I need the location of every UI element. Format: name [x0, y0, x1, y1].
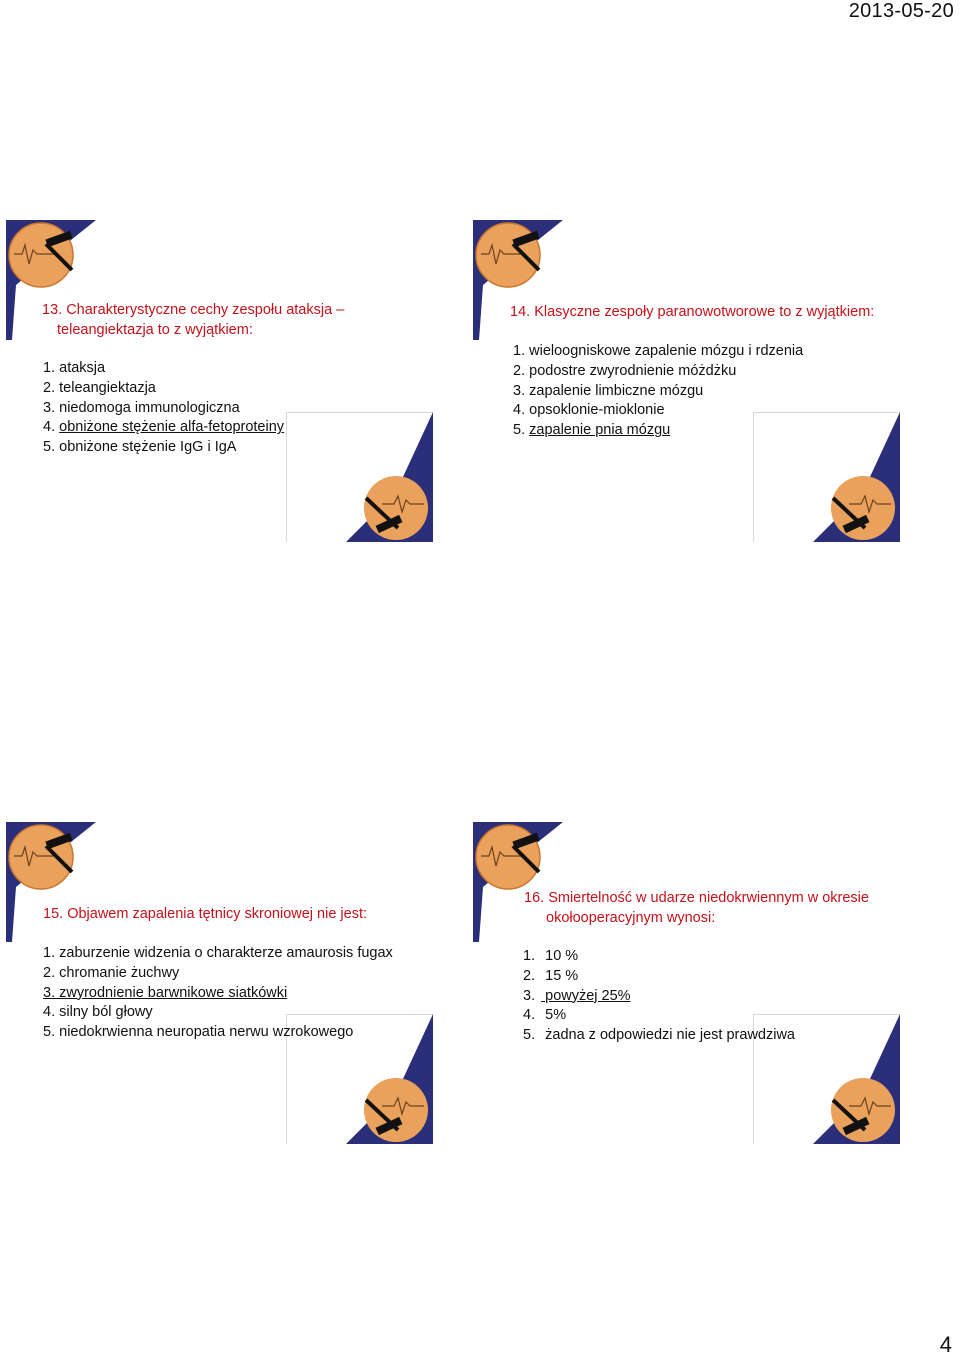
logo-ecg-pen-icon — [6, 822, 96, 942]
question-number: 14. — [510, 304, 531, 320]
answer-option: 5. obniżone stężenie IgG i IgA — [43, 439, 237, 456]
answer-option: 5. niedokrwienna neuropatia nerwu wzrokowego — [43, 1024, 354, 1041]
answer-option: 1. ataksja — [43, 360, 106, 376]
answer-option: 3. niedomoga immunologiczna — [43, 399, 240, 416]
question-title-line-1: Smiertelność w udarze niedokrwiennym w okresie — [548, 890, 869, 906]
answer-option: 1. zaburzenie widzenia o charakterze amaurosis fugax — [43, 945, 393, 961]
question-title-line-1: Objawem zapalenia tętnicy skroniowej nie jest: — [67, 906, 368, 922]
page-number: 4 — [939, 1332, 952, 1357]
slide-16 — [473, 822, 900, 1144]
answer-option-marked: 5. zapalenie pnia mózgu — [513, 422, 671, 439]
page-date: 2013-05-20 — [848, 0, 954, 22]
question-title — [43, 904, 367, 924]
answer-option: 5. żadna z odpowiedzi nie jest prawdziwa — [523, 1027, 795, 1044]
question-number: 13. — [42, 302, 63, 318]
question-number: 15. — [43, 906, 64, 922]
answer-list — [523, 947, 795, 1046]
logo-ecg-pen-corner-icon — [286, 412, 433, 542]
answer-list — [43, 944, 393, 1043]
slide-14 — [473, 220, 900, 542]
question-title-line-1: Klasyczne zespoły paranowotworowe to z wyjątkiem: — [534, 304, 875, 320]
question-title — [510, 302, 874, 322]
answer-option: 3. zapalenie limbiczne mózgu — [513, 382, 704, 399]
answer-option: 2. 15 % — [523, 967, 579, 984]
answer-option-marked: 3. zwyrodnienie barwnikowe siatkówki — [43, 984, 288, 1001]
answer-option: 4. opsoklonie-mioklonie — [513, 402, 665, 419]
question-title-line-1: Charakterystyczne cechy zespołu ataksja – — [66, 302, 345, 318]
slide-13 — [6, 220, 433, 542]
answer-option: 2. teleangiektazja — [43, 379, 156, 396]
question-title-line-2: teleangiektazja to z wyjątkiem: — [57, 322, 253, 338]
answer-option: 1. 10 % — [523, 948, 579, 964]
answer-option: 1. wieloogniskowe zapalenie mózgu i rdzenia — [513, 343, 804, 359]
answer-option-marked: 4. obniżone stężenie alfa-fetoproteiny — [43, 419, 285, 436]
answer-list — [43, 359, 284, 458]
question-number: 16. — [524, 890, 545, 906]
answer-option: 4. silny ból głowy — [43, 1004, 153, 1021]
question-title — [524, 888, 869, 928]
answer-option: 2. chromanie żuchwy — [43, 964, 180, 981]
answer-option: 4. 5% — [523, 1007, 567, 1024]
question-title — [42, 300, 344, 340]
logo-ecg-pen-icon — [473, 220, 563, 340]
answer-option-marked: 3. powyżej 25% — [523, 987, 631, 1004]
answer-list — [513, 342, 803, 441]
answer-option: 2. podostre zwyrodnienie móżdżku — [513, 362, 737, 379]
question-title-line-2: okołooperacyjnym wynosi: — [546, 910, 716, 926]
slide-15 — [6, 822, 433, 1144]
